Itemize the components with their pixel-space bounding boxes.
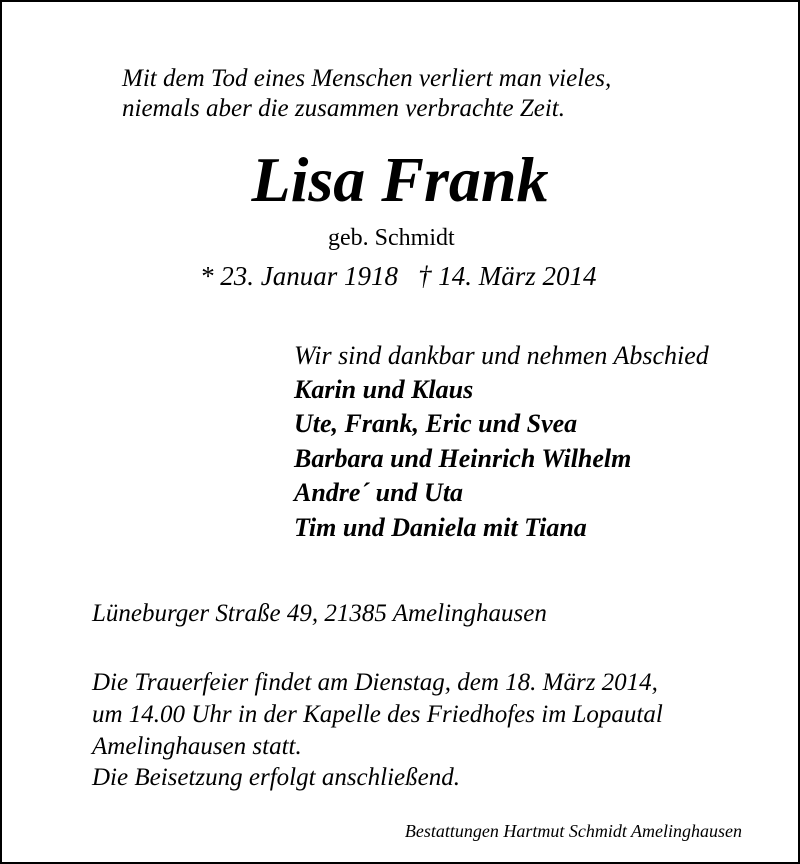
- mourner-line: Tim und Daniela mit Tiana: [294, 513, 587, 542]
- mourning-address: Lüneburger Straße 49, 21385 Amelinghausen: [92, 600, 547, 627]
- service-line-3: Amelinghausen statt.: [92, 733, 302, 760]
- mourner-line: Barbara und Heinrich Wilhelm: [294, 444, 632, 473]
- quote-line-1: Mit dem Tod eines Menschen verliert man vieles,: [122, 65, 612, 92]
- undertaker-credit: Bestattungen Hartmut Schmidt Amelinghausen: [404, 821, 742, 841]
- service-line-1: Die Trauerfeier findet am Dienstag, dem 18. März 2014,: [92, 669, 658, 696]
- farewell-line: Wir sind dankbar und nehmen Abschied: [294, 341, 709, 370]
- birth-date: * 23. Januar 1918: [200, 261, 398, 291]
- quote-line-2: niemals aber die zusammen verbrachte Zeit.: [122, 95, 565, 122]
- birth-name: geb. Schmidt: [328, 225, 455, 251]
- life-dates: [200, 260, 597, 292]
- mourner-line: Andre´ und Uta: [294, 478, 464, 507]
- deceased-name: Lisa Frank: [251, 144, 549, 215]
- death-date: † 14. März 2014: [418, 261, 597, 291]
- mourner-line: Karin und Klaus: [294, 375, 474, 404]
- service-line-2: um 14.00 Uhr in der Kapelle des Friedhofes im Lopautal: [92, 701, 663, 728]
- mourner-line: Ute, Frank, Eric und Svea: [294, 409, 578, 438]
- service-line-4: Die Beisetzung erfolgt anschließend.: [92, 764, 460, 791]
